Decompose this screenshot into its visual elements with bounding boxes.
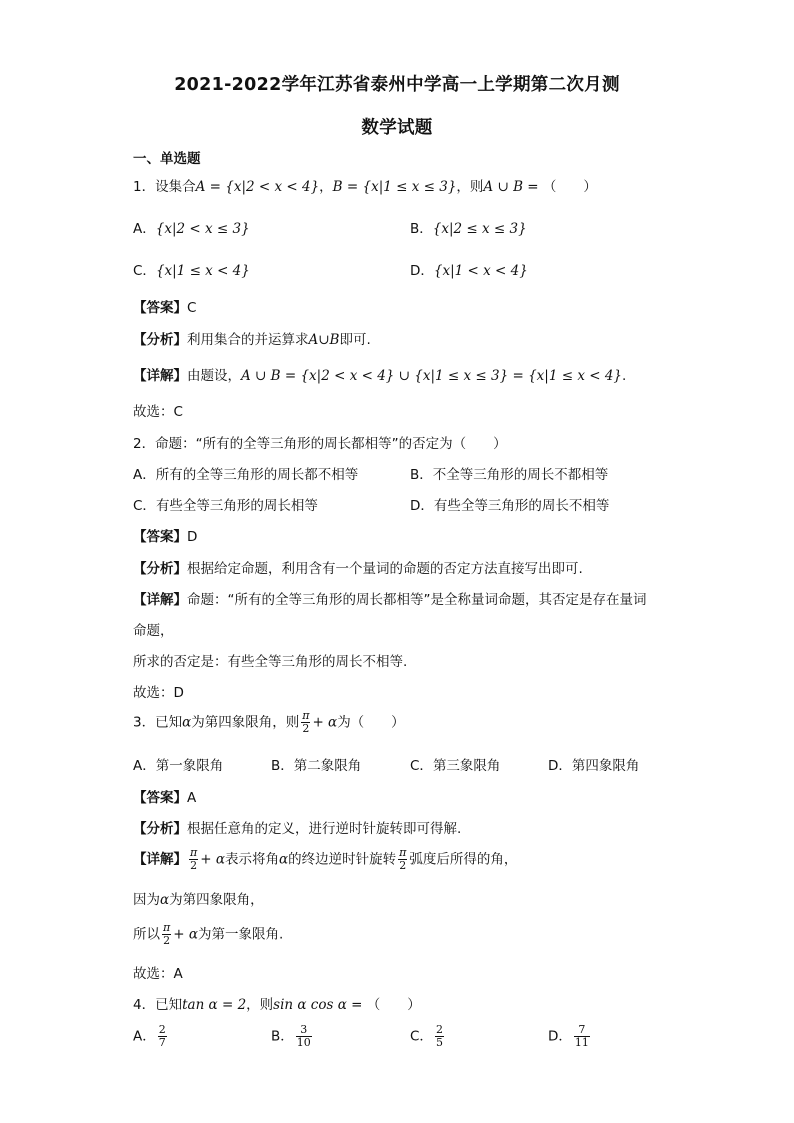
detail-text: 命题：“所有的全等三角形的周长都相等”是全称量词命题，其否定是存在量词 — [187, 592, 647, 608]
detail-text: 所以 — [133, 926, 160, 943]
pi-over-2-fraction — [189, 847, 198, 872]
analysis-tag: 【分析】 — [133, 332, 187, 348]
fraction-numerator: π — [399, 846, 407, 859]
q3-answer — [133, 786, 196, 806]
q1-ask: ，则 — [456, 179, 484, 195]
q4-given: tan α = 2 — [182, 997, 247, 1013]
q1-answer — [133, 296, 196, 316]
alpha-symbol: α — [278, 851, 289, 868]
detail-text: 因为 — [133, 892, 160, 908]
q1-sep: ， — [319, 179, 333, 195]
option-label: A． — [133, 758, 156, 774]
fraction-numerator: π — [302, 709, 310, 722]
detail-text: 表示将角 — [224, 851, 279, 868]
q2-answer — [133, 525, 197, 545]
pi-over-2-fraction — [162, 922, 171, 947]
pi-over-2-fraction — [398, 847, 407, 872]
q2-option-b — [410, 463, 608, 483]
option-label: B． — [271, 758, 294, 774]
analysis-text: 根据给定命题，利用含有一个量词的命题的否定方法直接写出即可. — [187, 561, 583, 577]
analysis-expr: A∪B — [308, 332, 340, 348]
q2-option-a — [133, 463, 358, 483]
q1-tail: = （ ） — [523, 179, 597, 195]
fraction-numerator: π — [163, 921, 171, 934]
fraction-denominator: 7 — [158, 1036, 166, 1049]
q1-option-b — [410, 217, 527, 237]
q4-stem-post: = （ ） — [346, 997, 421, 1013]
fraction-numerator: 7 — [574, 1024, 590, 1037]
plus-alpha: + α — [200, 851, 225, 868]
q1-final: 故选：C — [133, 404, 183, 420]
q2-detail-line1 — [133, 588, 647, 608]
q1-analysis — [133, 328, 371, 348]
option-text: 第二象限角 — [293, 758, 362, 774]
q1-option-d — [410, 259, 528, 279]
option-label: B． — [410, 221, 433, 237]
option-text: 不全等三角形的周长不都相等 — [432, 467, 609, 483]
option-text: {x|1 ≤ x < 4} — [155, 263, 250, 279]
answer-tag: 【答案】 — [133, 790, 187, 806]
q1-set-b: B = {x|1 ≤ x ≤ 3} — [332, 179, 457, 195]
analysis-tag: 【分析】 — [133, 821, 187, 837]
answer-value: D — [187, 529, 198, 545]
q3-detail-line3 — [133, 922, 283, 947]
option-label: D． — [548, 758, 572, 774]
detail-tag: 【详解】 — [133, 368, 187, 384]
exam-title: 2021-2022学年江苏省泰州中学高一上学期第二次月测 — [174, 75, 620, 95]
q3-option-c — [410, 754, 500, 774]
option-text: {x|2 ≤ x ≤ 3} — [432, 221, 527, 237]
q4-option-a — [133, 1024, 169, 1049]
fraction-denominator: 11 — [574, 1036, 589, 1049]
option-label: A． — [133, 1028, 156, 1045]
section-heading: 一、单选题 — [133, 151, 201, 167]
q3-detail-line2 — [133, 888, 264, 908]
option-label: A． — [133, 221, 156, 237]
fraction-numerator: π — [190, 846, 198, 859]
option-label: D． — [410, 263, 434, 279]
detail-tag: 【详解】 — [133, 851, 187, 868]
analysis-text: 利用集合的并运算求 — [187, 332, 309, 348]
q3-option-b — [271, 754, 361, 774]
q3-analysis — [133, 817, 461, 837]
exam-subtitle: 数学试题 — [361, 118, 433, 138]
q2-detail-line2: 命题， — [133, 623, 174, 639]
q3-option-d — [548, 754, 639, 774]
option-fraction — [574, 1024, 590, 1049]
detail-text-end: 为第一象限角. — [197, 926, 284, 943]
option-label: B． — [271, 1028, 294, 1045]
answer-tag: 【答案】 — [133, 529, 187, 545]
q2-final: 故选：D — [133, 685, 184, 701]
q4-stem-pre: 4．已知 — [133, 997, 183, 1013]
fraction-denominator: 2 — [190, 859, 198, 872]
q1-option-c — [133, 259, 250, 279]
option-text: 第四象限角 — [571, 758, 640, 774]
q2-option-c — [133, 494, 318, 514]
q1-set-a: A = {x|2 < x < 4} — [195, 179, 320, 195]
detail-text-end: 为第四象限角， — [169, 892, 264, 908]
q3-stem-mid: 为第四象限角，则 — [191, 714, 300, 731]
q3-stem-post: 为（ ） — [337, 714, 405, 731]
q3-final: 故选：A — [133, 966, 183, 982]
option-fraction — [435, 1024, 444, 1049]
option-text: 第一象限角 — [155, 758, 224, 774]
q3-stem — [133, 710, 405, 735]
option-label: D． — [410, 498, 434, 514]
q2-stem: 2．命题：“所有的全等三角形的周长都相等”的否定为（ ） — [133, 436, 507, 452]
q2-analysis — [133, 557, 583, 577]
analysis-text: 根据任意角的定义，进行逆时针旋转即可得解. — [187, 821, 462, 837]
fraction-denominator: 2 — [302, 722, 310, 735]
plus-alpha: + α — [312, 714, 338, 731]
q3-stem-pre: 3．已知 — [133, 714, 183, 731]
answer-value: A — [187, 790, 197, 806]
analysis-text-end: 即可. — [339, 332, 371, 348]
detail-tag: 【详解】 — [133, 592, 187, 608]
option-label: C． — [133, 263, 156, 279]
option-label: A． — [133, 467, 156, 483]
detail-text-end: . — [622, 368, 627, 384]
fraction-denominator: 5 — [435, 1036, 443, 1049]
answer-tag: 【答案】 — [133, 300, 187, 316]
q2-detail-line3: 所求的否定是：有些全等三角形的周长不相等. — [133, 654, 408, 670]
q4-stem-mid: ，则 — [246, 997, 274, 1013]
q4-option-c — [410, 1024, 446, 1049]
detail-expr: A ∪ B = {x|2 < x < 4} ∪ {x|1 ≤ x ≤ 3} = {x|1 ≤ x < 4} — [241, 368, 623, 384]
fraction-denominator: 2 — [163, 934, 171, 947]
fraction-denominator: 2 — [399, 859, 407, 872]
fraction-numerator: 3 — [296, 1024, 312, 1037]
option-fraction — [158, 1024, 167, 1049]
option-label: C． — [410, 1028, 433, 1045]
option-label: B． — [410, 467, 433, 483]
q4-stem — [133, 993, 421, 1013]
plus-alpha: + α — [173, 926, 198, 943]
analysis-tag: 【分析】 — [133, 561, 187, 577]
fraction-numerator: 2 — [158, 1023, 166, 1036]
option-text: 所有的全等三角形的周长都不相等 — [155, 467, 359, 483]
detail-text: 的终边逆时针旋转 — [288, 851, 397, 868]
alpha-symbol: α — [182, 714, 192, 731]
option-label: C． — [410, 758, 433, 774]
detail-text-end: 弧度后所得的角， — [409, 851, 518, 868]
q1-detail — [133, 364, 626, 384]
detail-text: 由题设， — [187, 368, 241, 384]
q1-expr: A ∪ B — [483, 179, 523, 195]
q4-option-d — [548, 1024, 592, 1049]
option-text: 有些全等三角形的周长不相等 — [433, 498, 610, 514]
option-fraction — [296, 1024, 312, 1049]
option-text: {x|2 < x ≤ 3} — [155, 221, 250, 237]
q1-stem-prefix: 1．设集合 — [133, 179, 196, 195]
alpha-symbol: α — [160, 892, 170, 908]
pi-over-2-fraction — [301, 710, 310, 735]
fraction-denominator: 10 — [296, 1036, 311, 1049]
q4-option-b — [271, 1024, 314, 1049]
option-text: {x|1 < x < 4} — [433, 263, 528, 279]
answer-value: C — [187, 300, 197, 316]
option-text: 有些全等三角形的周长相等 — [155, 498, 318, 514]
option-label: C． — [133, 498, 156, 514]
q3-option-a — [133, 754, 223, 774]
q2-option-d — [410, 494, 609, 514]
q3-detail-line1 — [133, 847, 517, 872]
fraction-numerator: 2 — [435, 1023, 443, 1036]
q1-stem — [133, 175, 597, 195]
q4-expr: sin α cos α — [273, 997, 347, 1013]
q1-option-a — [133, 217, 250, 237]
option-label: D． — [548, 1028, 572, 1045]
option-text: 第三象限角 — [432, 758, 501, 774]
